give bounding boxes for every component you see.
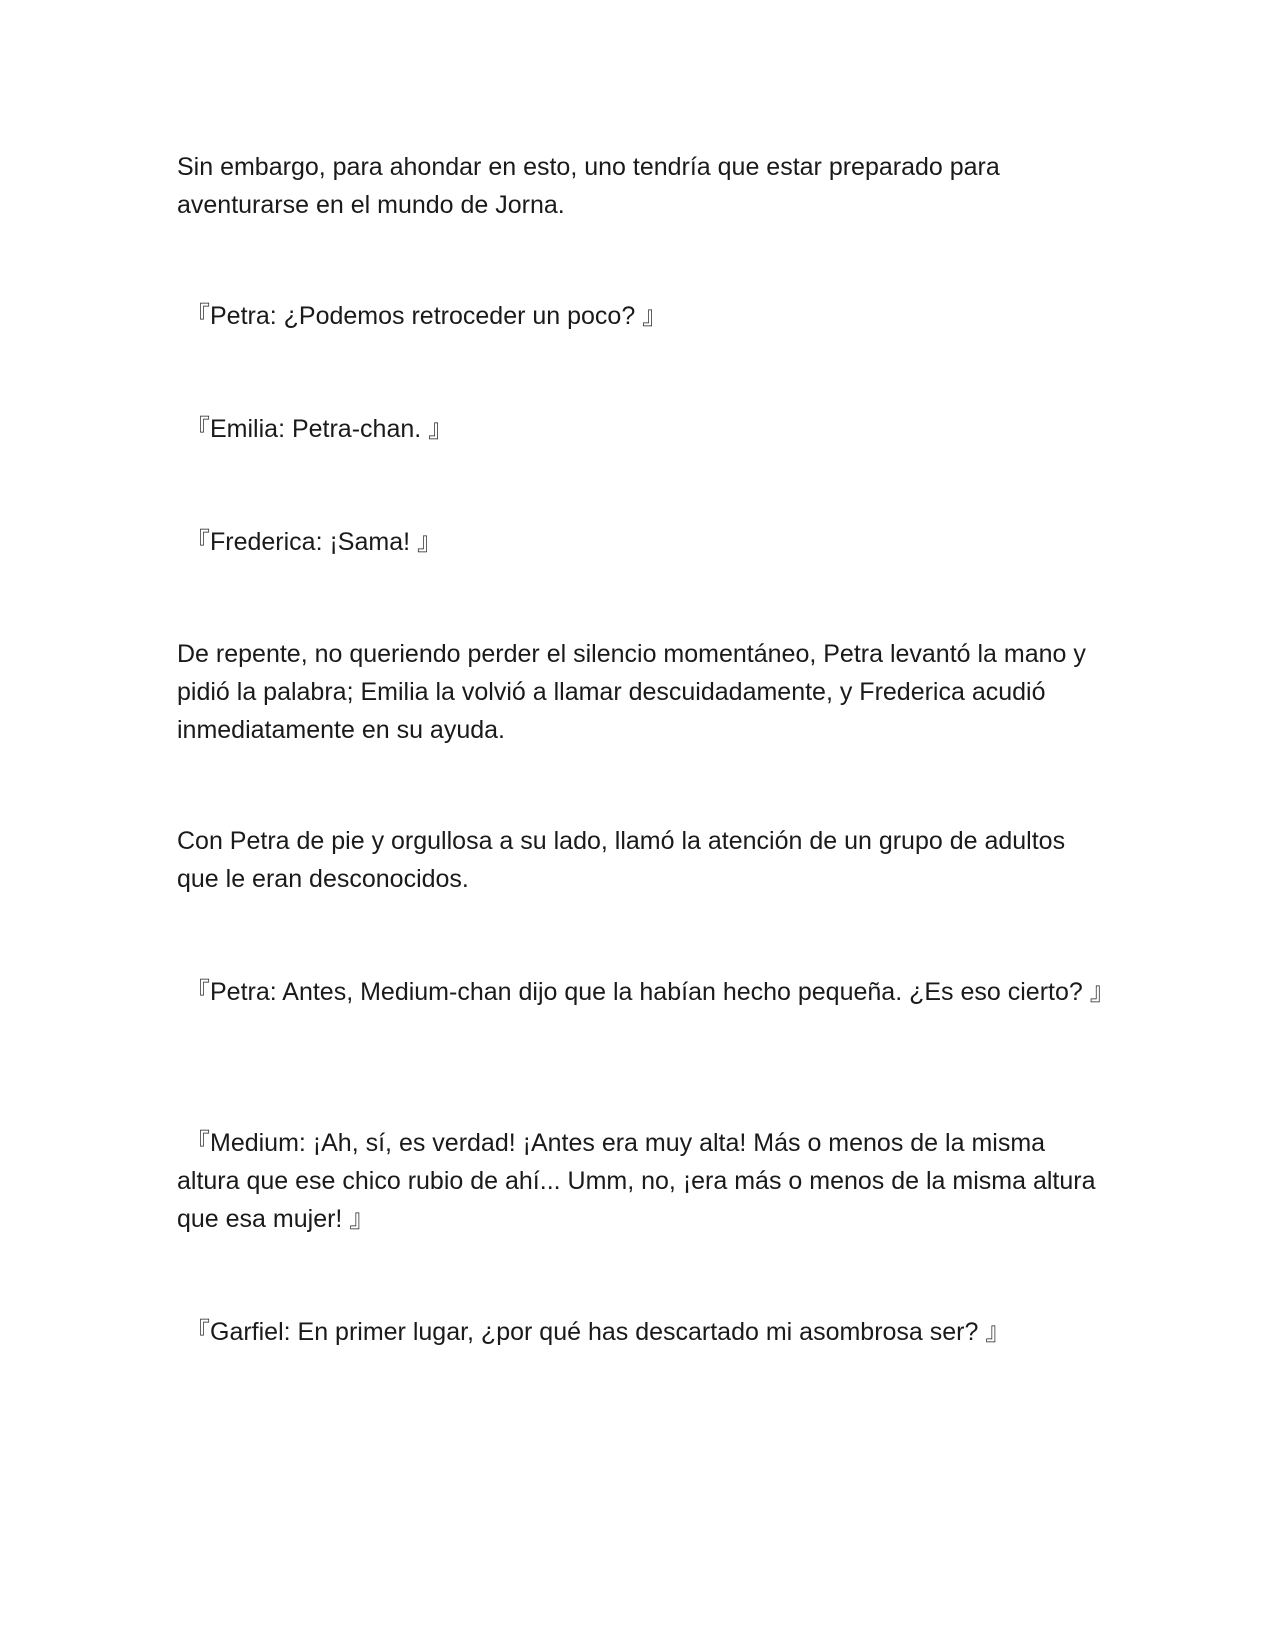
dialogue-line-frederica: 『Frederica: ¡Sama! 』 [185,528,443,556]
dialogue-line-petra: 『Petra: Antes, Medium-chan dijo que la habían hecho pequeña. ¿Es eso cierto? 』 [185,978,1115,1006]
dialogue-line-medium: 『Medium: ¡Ah, sí, es verdad! ¡Antes era muy alta! Más o menos de la misma altura que ese chico rubio de ahí... Umm, no, ¡era más o menos de la misma altura que esa mujer! 』 [177,1129,1096,1233]
dialogue-line-emilia: 『Emilia: Petra-chan. 』 [185,415,454,443]
dialogue-line-garfiel: 『Garfiel: En primer lugar, ¿por qué has descartado mi asombrosa ser? 』 [185,1318,1011,1346]
narration-paragraph: De repente, no queriendo perder el silencio momentáneo, Petra levantó la mano y pidió la palabra; Emilia la volvió a llamar descuidadamente, y Frederica acudió inmediatamente en su ayuda. [177,640,1086,744]
dialogue-line-petra: 『Petra: ¿Podemos retroceder un poco? 』 [185,302,668,330]
narration-paragraph: Con Petra de pie y orgullosa a su lado, llamó la atención de un grupo de adultos que le eran desconocidos. [177,827,1066,893]
narration-paragraph: Sin embargo, para ahondar en esto, uno tendría que estar preparado para aventurarse en el mundo de Jorna. [177,153,1000,219]
